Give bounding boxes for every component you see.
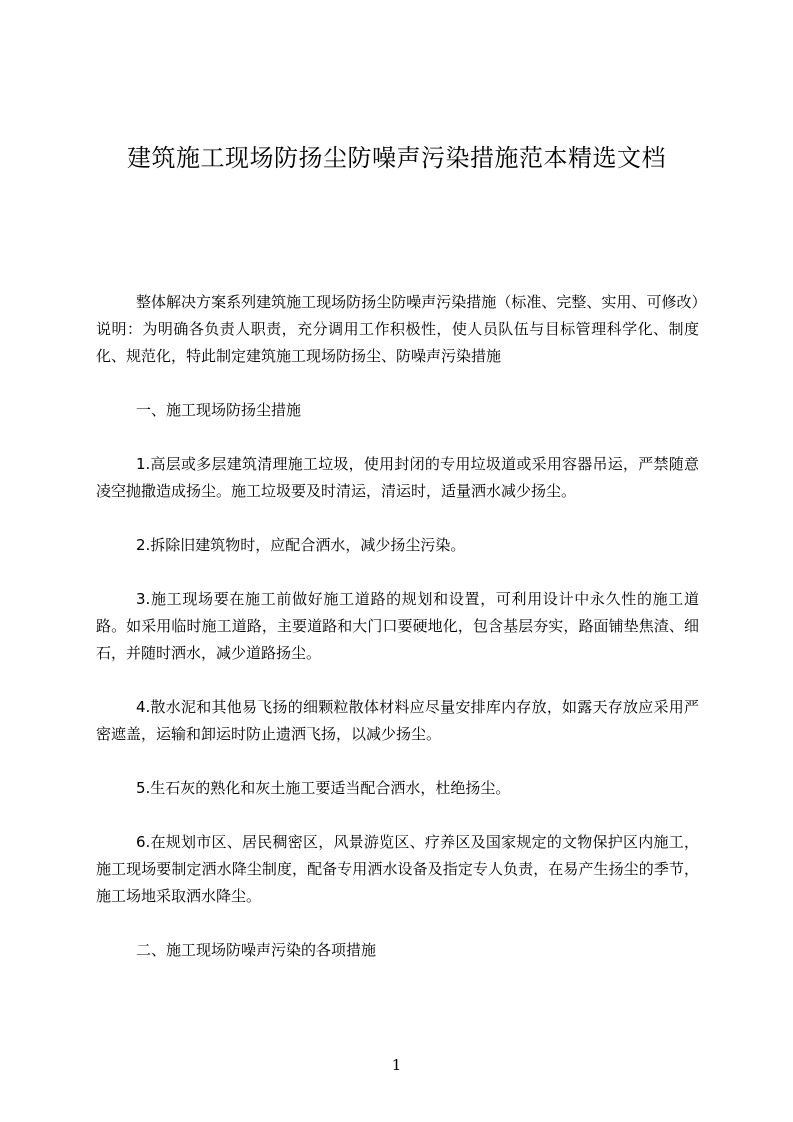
document-title: 建筑施工现场防扬尘防噪声污染措施范本精选文档 (127, 144, 666, 172)
dust-measure-3: 3.施工现场要在施工前做好施工道路的规划和设置，可利用设计中永久性的施工道路。如采用临时施工道路，主要道路和大门口要硬地化，包含基层夯实，路面铺垫焦渣、细石，并随时洒水，减少道路扬尘。 (96, 590, 699, 662)
section-heading-dust: 一、施工现场防扬尘措施 (136, 401, 302, 419)
document-body (96, 289, 699, 991)
dust-measure-2: 2.拆除旧建筑物时，应配合洒水，减少扬尘污染。 (136, 536, 466, 554)
intro-paragraph: 整体解决方案系列建筑施工现场防扬尘防噪声污染措施（标准、完整、实用、可修改）说明：为明确各负责人职责，充分调用工作积极性，使人员队伍与目标管理科学化、制度化、规范化，特此制定建筑施工现场防扬尘、防噪声污染措施 (96, 293, 699, 365)
dust-measure-1: 1.高层或多层建筑清理施工垃圾，使用封闭的专用垃圾道或采用容器吊运，严禁随意凌空抛撒造成扬尘。施工垃圾要及时清运，清运时，适量洒水减少扬尘。 (96, 455, 699, 500)
section-heading-noise: 二、施工现场防噪声污染的各项措施 (136, 941, 377, 959)
dust-measure-6: 6.在规划市区、居民稠密区，风景游览区、疗养区及国家规定的文物保护区内施工，施工现场要制定洒水降尘制度，配备专用洒水设备及指定专人负责，在易产生扬尘的季节，施工场地采取洒水降尘。 (96, 833, 699, 905)
page-number: 1 (391, 1056, 402, 1074)
dust-measure-5: 5.生石灰的熟化和灰土施工要适当配合洒水，杜绝扬尘。 (136, 779, 511, 797)
dust-measure-4: 4.散水泥和其他易飞扬的细颗粒散体材料应尽量安排库内存放，如露天存放应采用严密遮盖，运输和卸运时防止遗洒飞扬，以减少扬尘。 (96, 698, 699, 743)
